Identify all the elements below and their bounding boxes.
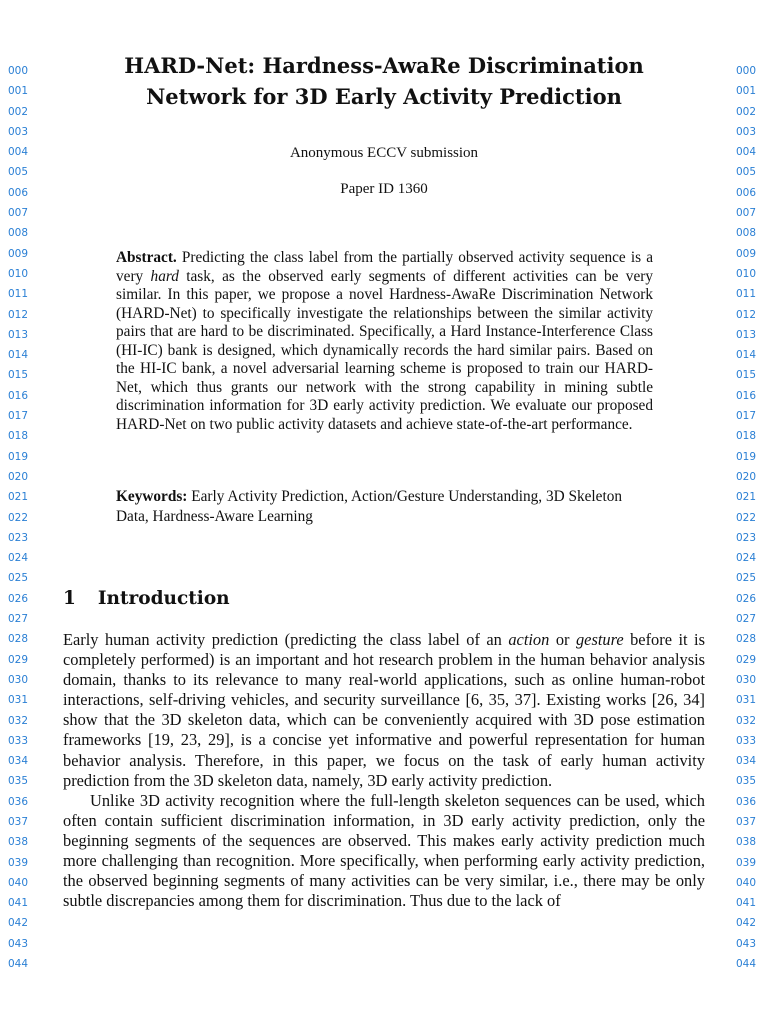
line-number: 000: [8, 65, 29, 77]
intro-p1-emphasis-action: action: [508, 630, 550, 649]
line-number: 008: [8, 227, 29, 240]
intro-paragraph-2: Unlike 3D activity recognition where the full-length skeleton sequences can be used, which often contain sufficient discrimination information, in 3D early activity prediction, only the beginning segments of the sequences are observed. This makes early activity prediction much more challenging than recognition. More specifically, when performing early activity prediction, the observed beginning segments of many activities can be very similar, i.e., there may be only subtle discrepancies among them for discrimination. Thus due to the lack of: [63, 790, 705, 911]
line-number: 031: [736, 694, 757, 707]
abstract-text-1: Predicting the class label from the partially observed activity sequence is a very: [116, 249, 653, 285]
line-number: 013: [736, 328, 757, 341]
line-number: 028: [8, 633, 29, 646]
line-number: 013: [8, 328, 29, 341]
line-number: 039: [736, 856, 757, 869]
line-number: 022: [8, 511, 29, 524]
line-number: 042: [736, 917, 757, 930]
line-number: 028: [736, 633, 757, 646]
line-number: 030: [736, 673, 757, 686]
line-number: 009: [736, 247, 757, 260]
line-number: 019: [8, 450, 29, 463]
line-number: 004: [736, 146, 757, 159]
line-number: 031: [8, 694, 29, 707]
line-number: 024: [736, 552, 757, 565]
line-number: 042: [8, 917, 29, 930]
line-number: 023: [736, 531, 757, 544]
line-number: 005: [736, 166, 757, 179]
line-number: 006: [8, 186, 29, 199]
keywords-block: [116, 487, 653, 527]
line-number: 009: [8, 247, 29, 260]
line-number: 018: [736, 430, 757, 443]
line-number: 021: [8, 491, 29, 504]
line-number: 043: [736, 937, 757, 950]
abstract-emphasis: hard: [150, 267, 179, 285]
line-number: 033: [736, 734, 757, 747]
line-number: 034: [736, 755, 757, 768]
line-number: 018: [8, 430, 29, 443]
line-number: 016: [8, 389, 29, 402]
line-number: 036: [8, 795, 29, 808]
line-number: 037: [8, 815, 29, 828]
line-number: 040: [8, 876, 29, 889]
line-number: 027: [736, 613, 757, 626]
introduction-body: [63, 630, 705, 911]
line-number: 032: [8, 714, 29, 727]
line-number: 025: [8, 572, 29, 585]
line-number: 011: [8, 288, 29, 301]
line-number: 038: [8, 836, 29, 849]
paper-title: [60, 50, 708, 112]
keywords-label: Keywords:: [116, 488, 188, 505]
line-number: 025: [736, 572, 757, 585]
line-number: 040: [736, 876, 757, 889]
line-number: 014: [736, 349, 757, 362]
intro-p1-emphasis-gesture: gesture: [575, 630, 624, 649]
line-number: 015: [8, 369, 29, 382]
line-number: 001: [8, 85, 29, 98]
section-heading-introduction: [63, 588, 230, 609]
line-number: 017: [736, 410, 757, 423]
line-number: 041: [736, 897, 757, 910]
intro-p1-text-c: before it is completely performed) is an important and hot research problem in the human behavior analysis domain, thanks to its relevance to many real-world applications, such as online human-robot interactions, self-driving vehicles, and security surveillance [6, 35, 37]. Existing works [26, 34] show that the 3D skeleton data, which can be conveniently acquired with 3D pose estimation frameworks [19, 23, 29], is a concise yet informative and powerful representation for human behavior analysis. Therefore, in this paper, we focus on the task of early human activity prediction from the 3D skeleton data, namely, 3D early activity prediction.: [63, 630, 705, 790]
line-number: 044: [8, 958, 29, 971]
line-number: 003: [8, 125, 29, 138]
line-number: 037: [736, 815, 757, 828]
line-number: 000: [736, 65, 757, 77]
line-number: 036: [736, 795, 757, 808]
line-number: 027: [8, 613, 29, 626]
line-number: 026: [8, 592, 29, 605]
line-number: 015: [736, 369, 757, 382]
line-number: 043: [8, 937, 29, 950]
line-number: 034: [8, 755, 29, 768]
line-number: 010: [736, 267, 757, 280]
line-number: 001: [736, 85, 757, 98]
line-number: 020: [736, 470, 757, 483]
title-line-1: HARD-Net: Hardness-AwaRe Discrimination: [124, 53, 644, 78]
paper-id: Paper ID 1360: [340, 181, 428, 197]
line-number: 035: [736, 775, 757, 788]
line-number: 012: [8, 308, 29, 321]
intro-p1-text-a: Early human activity prediction (predicting the class label of an: [63, 630, 509, 649]
intro-paragraph-1: [63, 630, 705, 791]
line-numbers-left: [8, 61, 48, 974]
line-number: 030: [8, 673, 29, 686]
line-number: 029: [736, 653, 757, 666]
line-number: 026: [736, 592, 757, 605]
line-number: 021: [736, 491, 757, 504]
line-number: 007: [736, 207, 757, 220]
line-number: 016: [736, 389, 757, 402]
line-number: 020: [8, 470, 29, 483]
abstract-text-2: task, as the observed early segments of different activities can be very similar. In this paper, we propose a novel Hardness-AwaRe Discrimination Network (HARD-Net) to specifically investigate the relationships between the similar activity pairs that are hard to be discriminated. Specifically, a Hard Instance-Interference Class (HI-IC) bank is designed, which dynamically records the hard similar pairs. Based on the HI-IC bank, a novel adversarial learning scheme is proposed to train our HARD-Net, which thus grants our network with the strong capability in mining subtle discrimination information for 3D early activity prediction. We evaluate our proposed HARD-Net on two public activity datasets and achieve state-of-the-art performance.: [116, 267, 653, 433]
line-number: 023: [8, 531, 29, 544]
line-number: 004: [8, 146, 29, 159]
line-number: 022: [736, 511, 757, 524]
line-number: 011: [736, 288, 757, 301]
author-line: Anonymous ECCV submission: [289, 145, 479, 161]
line-number: 035: [8, 775, 29, 788]
line-number: 008: [736, 227, 757, 240]
line-number: 044: [736, 958, 757, 971]
title-line-2: Network for 3D Early Activity Prediction: [146, 84, 622, 109]
section-title: Introduction: [97, 588, 230, 609]
line-number: 039: [8, 856, 29, 869]
line-number: 032: [736, 714, 757, 727]
line-number: 017: [8, 410, 29, 423]
line-number: 006: [736, 186, 757, 199]
intro-p1-text-b: or: [549, 630, 576, 649]
abstract-label: Abstract.: [116, 249, 177, 266]
line-number: 014: [8, 349, 29, 362]
line-number: 010: [8, 267, 29, 280]
abstract-block: [116, 249, 653, 434]
line-number: 019: [736, 450, 757, 463]
line-number: 002: [8, 105, 29, 118]
section-number: 1: [63, 588, 76, 609]
line-number: 024: [8, 552, 29, 565]
line-number: 038: [736, 836, 757, 849]
line-number: 033: [8, 734, 29, 747]
line-numbers-right: [736, 61, 768, 974]
line-number: 003: [736, 125, 757, 138]
line-number: 012: [736, 308, 757, 321]
line-number: 007: [8, 207, 29, 220]
line-number: 029: [8, 653, 29, 666]
line-number: 041: [8, 897, 29, 910]
keywords-text: Early Activity Prediction, Action/Gesture Understanding, 3D Skeleton Data, Hardness-Aware Learning: [116, 488, 623, 525]
line-number: 002: [736, 105, 757, 118]
line-number: 005: [8, 166, 29, 179]
